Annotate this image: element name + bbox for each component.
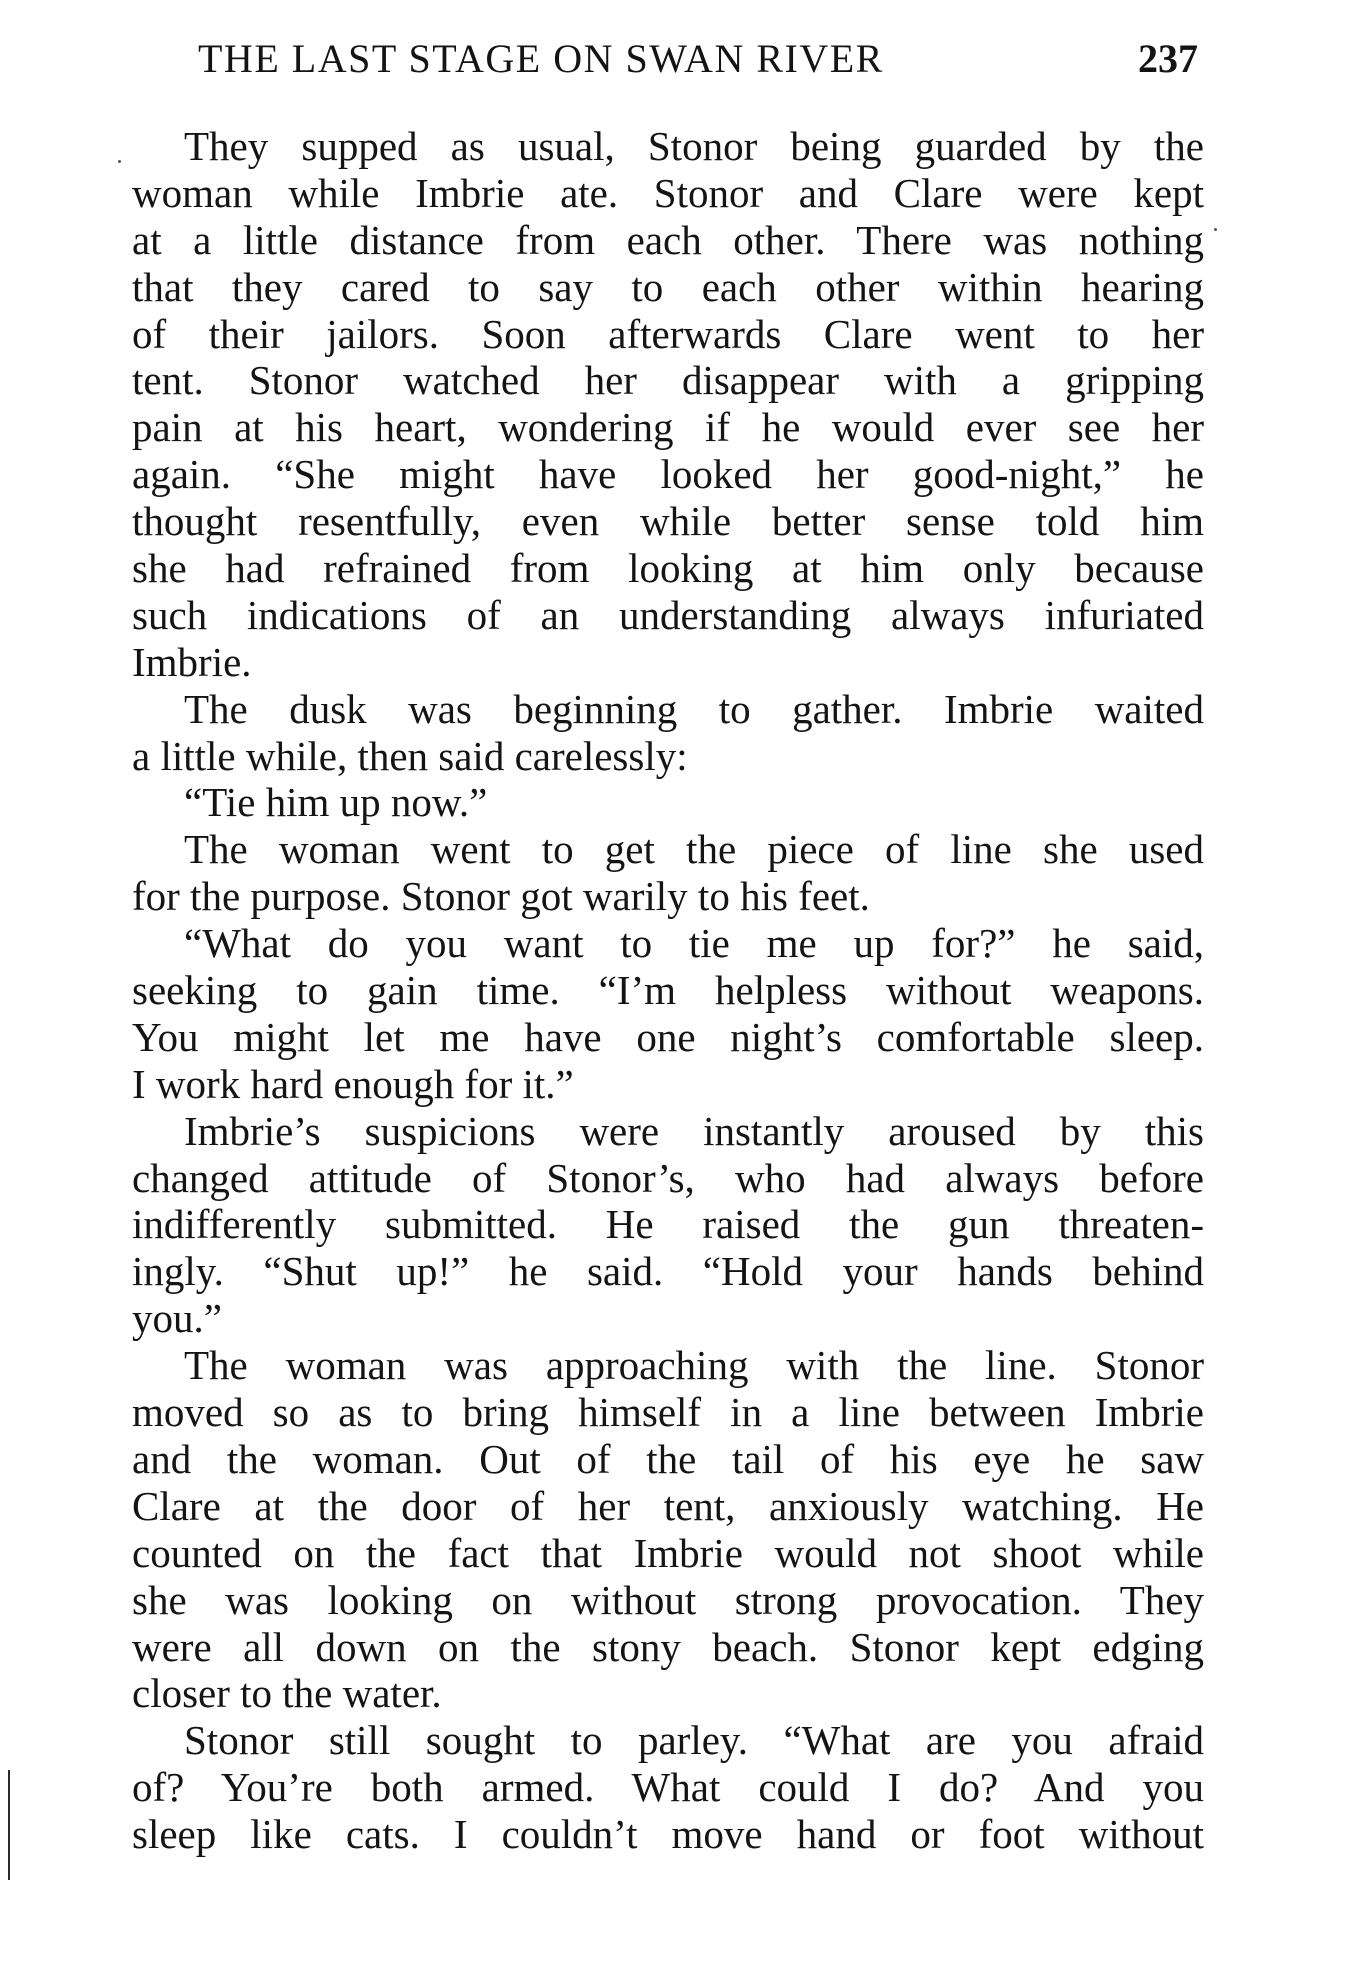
text-line: that they cared to say to each other within hearing (132, 263, 1204, 310)
text-line: pain at his heart, wondering if he would ever see her (132, 404, 1204, 451)
text-line: indifferently submitted. He raised the gun threaten- (132, 1201, 1204, 1248)
text-line: of their jailors. Soon afterwards Clare went to her (132, 310, 1204, 357)
scan-speck (118, 160, 121, 163)
text-line: and the woman. Out of the tail of his eye he saw (132, 1435, 1204, 1482)
text-line: ingly. “Shut up!” he said. “Hold your hands behind (132, 1248, 1204, 1295)
text-line: seeking to gain time. “I’m helpless without weapons. (132, 967, 1204, 1014)
page-number: 237 (1138, 36, 1198, 81)
text-line: Clare at the door of her tent, anxiously watching. He (132, 1482, 1204, 1529)
text-line: she had refrained from looking at him only because (132, 545, 1204, 592)
text-line: sleep like cats. I couldn’t move hand or foot without (132, 1811, 1204, 1858)
text-line: “What do you want to tie me up for?” he said, (184, 920, 1204, 967)
text-line: such indications of an understanding always infuriated (132, 591, 1204, 638)
text-line: The woman was approaching with the line. Stonor (184, 1342, 1204, 1389)
text-line: thought resentfully, even while better sense told him (132, 498, 1204, 545)
text-line: for the purpose. Stonor got warily to his feet. (132, 873, 870, 920)
scan-speck (1214, 228, 1217, 231)
text-line: at a little distance from each other. There was nothing (132, 216, 1204, 263)
text-line: They supped as usual, Stonor being guarded by the (184, 123, 1204, 169)
text-line: The woman went to get the piece of line she used (184, 826, 1204, 873)
page-header (198, 34, 1198, 84)
text-line: “Tie him up now.” (184, 779, 488, 826)
text-line: of? You’re both armed. What could I do? And you (132, 1764, 1204, 1811)
text-line: Imbrie. (132, 638, 252, 685)
text-line: woman while Imbrie ate. Stonor and Clare were kept (132, 169, 1204, 216)
text-line: tent. Stonor watched her disappear with a gripping (132, 357, 1204, 404)
running-title: THE LAST STAGE ON SWAN RIVER (198, 36, 884, 81)
text-line: she was looking on without strong provocation. They (132, 1576, 1204, 1623)
text-line: The dusk was beginning to gather. Imbrie waited (184, 685, 1204, 732)
text-line: again. “She might have looked her good-night,” he (132, 451, 1204, 498)
text-line: you.” (132, 1295, 222, 1342)
text-line: moved so as to bring himself in a line between Imbrie (132, 1389, 1204, 1436)
text-line: a little while, then said carelessly: (132, 732, 688, 779)
text-line: counted on the fact that Imbrie would not shoot while (132, 1529, 1204, 1576)
text-line: I work hard enough for it.” (132, 1060, 574, 1107)
text-line: changed attitude of Stonor’s, who had always before (132, 1154, 1204, 1201)
body-text (132, 123, 1204, 1858)
text-line: You might let me have one night’s comfortable sleep. (132, 1013, 1204, 1060)
text-line: closer to the water. (132, 1670, 442, 1717)
text-line: Imbrie’s suspicions were instantly aroused by this (184, 1107, 1204, 1154)
text-line: Stonor still sought to parley. “What are you afraid (184, 1717, 1204, 1764)
text-line: were all down on the stony beach. Stonor kept edging (132, 1623, 1204, 1670)
scan-edge-line (8, 1770, 10, 1880)
